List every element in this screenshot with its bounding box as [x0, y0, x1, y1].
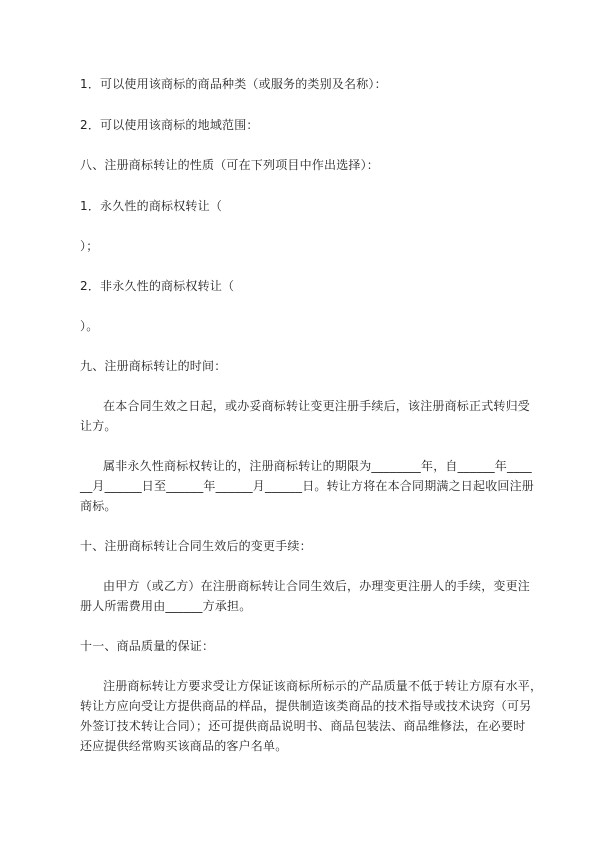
term-paragraph-line-1: 属非永久性商标权转让的，注册商标转让的期限为________年，自______年____ — [103, 459, 532, 473]
section-9-heading: 九、注册商标转让的时间： — [80, 359, 227, 373]
section-11-paragraph-line-4: 还应提供经常购买该商品的客户名单。 — [80, 739, 288, 753]
term-paragraph-line-2: __月______日至______年______月______日。转让方将在本合同期满之日起收回注册 — [80, 479, 535, 493]
option-permanent-close: ）； — [80, 239, 99, 253]
section-9-paragraph-line-1: 在本合同生效之日起，或办妥商标转让变更注册手续后，该注册商标正式转归受 — [103, 399, 531, 413]
section-11-heading: 十一、商品质量的保证： — [80, 639, 215, 653]
term-paragraph-line-3: 商标。 — [80, 499, 117, 513]
section-11-paragraph-line-1: 注册商标转让方要求受让方保证该商标所标示的产品质量不低于转让方原有水平， — [103, 679, 543, 693]
item-territory: 2．可以使用该商标的地域范围： — [80, 118, 259, 132]
option-nonpermanent-transfer: 2．非永久性的商标权转让（ — [80, 279, 235, 293]
section-10-heading: 十、注册商标转让合同生效后的变更手续： — [80, 539, 312, 553]
item-product-category: 1．可以使用该商标的商品种类（或服务的类别及名称）： — [80, 77, 387, 91]
option-permanent-transfer: 1．永久性的商标权转让（ — [80, 199, 223, 213]
section-11-paragraph-line-2: 转让方应向受让方提供商品的样品，提供制造该类商品的技术指导或技术诀窍（可另 — [80, 699, 532, 713]
section-10-paragraph-line-1: 由甲方（或乙方）在注册商标转让合同生效后，办理变更注册人的手续，变更注 — [103, 579, 531, 593]
option-nonpermanent-close: ）。 — [80, 319, 99, 333]
section-9-paragraph-line-2: 让方。 — [80, 419, 117, 433]
section-11-paragraph-line-3: 外签订技术转让合同）；还可提供商品说明书、商品包装法、商品维修法，在必要时 — [80, 719, 526, 733]
section-8-heading: 八、注册商标转让的性质（可在下列项目中作出选择）： — [80, 158, 380, 172]
section-10-paragraph-line-2: 册人所需费用由______方承担。 — [80, 599, 252, 613]
